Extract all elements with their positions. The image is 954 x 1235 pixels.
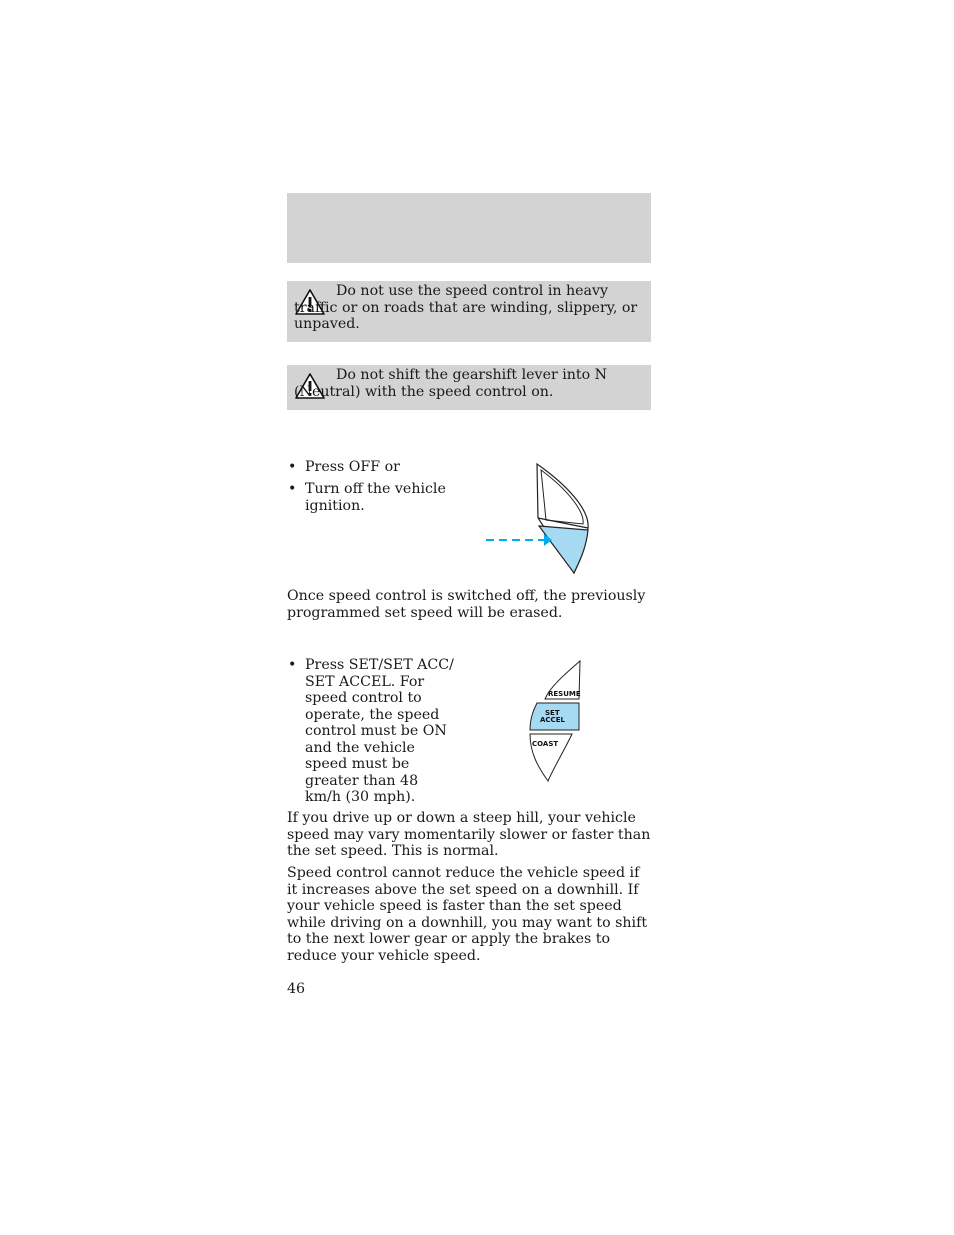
page-number: 46 (287, 981, 306, 997)
list-item: • Press OFF or (287, 459, 457, 476)
hill-note-paragraph: If you drive up or down a steep hill, your vehicle speed may vary momentarily slower or faster than the set speed. This is normal. (287, 810, 651, 859)
warning-box-neutral (287, 365, 651, 410)
warning-box-traffic (287, 281, 651, 342)
resume-label: RESUME (548, 690, 581, 698)
set-speed-bullet-list (287, 657, 457, 811)
warning-text: Do not shift the gearshift lever into N (Neutral) with the speed control on. (294, 367, 608, 400)
switch-off-note: Once speed control is switched off, the previously programmed set speed will be erased. (287, 588, 646, 621)
section-header-band (287, 193, 651, 263)
list-item: • Press SET/SET ACC/ SET ACCEL. For speed control to operate, the speed control must be ON and the vehicle speed must be greater than 48 km/h (30 mph). (287, 657, 457, 806)
off-button-highlight (539, 526, 588, 573)
coast-label: COAST (532, 740, 559, 748)
set-label: SET (545, 709, 560, 717)
warning-text: Do not use the speed control in heavy traffic or on roads that are winding, slippery, or unpaved. (294, 283, 638, 332)
accel-label: ACCEL (540, 716, 565, 724)
speed-control-off-switch-icon (482, 460, 592, 578)
list-item: • Turn off the vehicle ignition. (287, 481, 457, 514)
speed-control-set-switch-icon (524, 657, 584, 785)
turn-off-bullet-list (287, 459, 457, 520)
downhill-note-paragraph: Speed control cannot reduce the vehicle speed if it increases above the set speed on a downhill. If your vehicle speed is faster than the set speed while driving on a downhill, you may want to shift to the next lower gear or apply the brakes to reduce your vehicle speed. (287, 865, 648, 964)
